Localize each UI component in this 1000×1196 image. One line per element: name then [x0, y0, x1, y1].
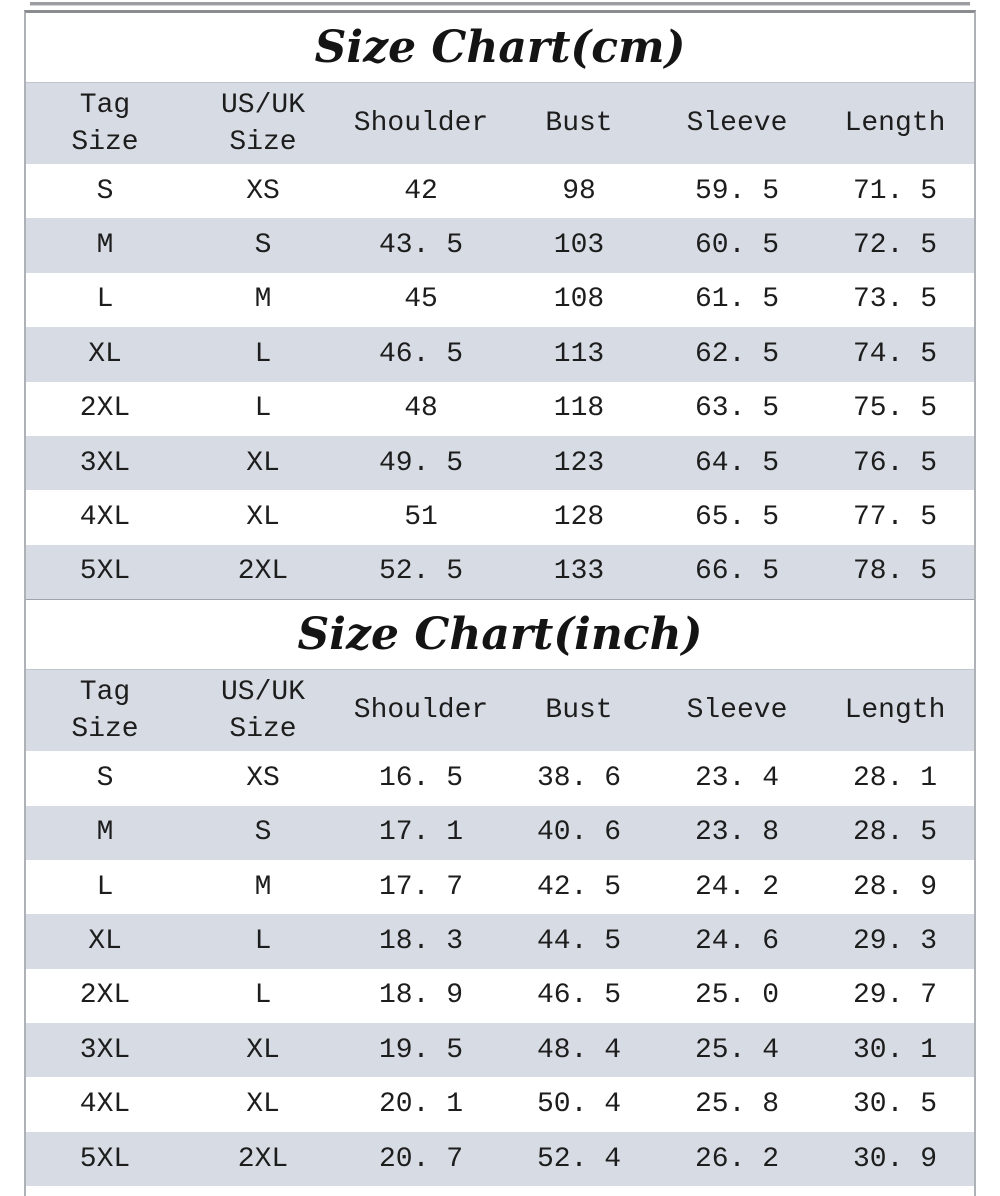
column-header-line: Bust — [545, 108, 613, 139]
column-header-line: US/UK — [220, 676, 305, 708]
column-header — [500, 670, 658, 751]
size-chart-inch-section — [26, 599, 974, 1186]
table-row — [26, 1077, 974, 1131]
table-cell: 103 — [553, 230, 605, 262]
table-cell: 118 — [553, 393, 605, 425]
table-cell: 108 — [553, 284, 605, 316]
table-cell: 25. 0 — [694, 980, 779, 1012]
table-row — [26, 490, 974, 544]
column-header-line: Tag — [79, 89, 131, 121]
table-cell: 48. 4 — [536, 1034, 621, 1066]
table-row — [26, 806, 974, 860]
table-cell: 2XL — [237, 556, 289, 588]
column-header-line: Sleeve — [686, 108, 788, 139]
column-header-line: Size — [71, 126, 139, 158]
table-cell: 46. 5 — [378, 338, 463, 370]
column-header-line: Sleeve — [686, 695, 788, 727]
table-cell: 4XL — [79, 502, 131, 534]
size-chart-cm-title: Size Chart(cm) — [26, 13, 974, 83]
table-cell: 133 — [553, 556, 605, 588]
table-cell: 73. 5 — [852, 284, 937, 316]
size-chart-inch-header — [26, 670, 974, 751]
table-cell: XS — [246, 175, 280, 207]
table-row — [26, 436, 974, 490]
table-cell: 72. 5 — [852, 230, 937, 262]
size-chart-cm-body — [26, 164, 974, 599]
table-cell: 62. 5 — [694, 338, 779, 370]
column-header — [26, 670, 184, 751]
table-cell: 24. 2 — [694, 871, 779, 903]
column-header — [658, 670, 816, 751]
table-cell: 19. 5 — [378, 1034, 463, 1066]
table-cell: 4XL — [79, 1089, 131, 1121]
table-cell: 78. 5 — [852, 556, 937, 588]
table-cell: 3XL — [79, 1034, 131, 1066]
top-border-line — [30, 2, 970, 6]
table-cell: L — [96, 871, 114, 903]
table-cell: 28. 9 — [852, 871, 937, 903]
table-cell: 76. 5 — [852, 447, 937, 479]
table-row — [26, 382, 974, 436]
table-row — [26, 751, 974, 805]
table-cell: M — [254, 284, 272, 316]
column-header — [184, 670, 342, 751]
table-cell: 2XL — [79, 393, 131, 425]
size-chart-inch-table — [26, 670, 974, 1186]
table-row — [26, 545, 974, 599]
table-cell: L — [254, 393, 272, 425]
table-cell: M — [96, 230, 114, 262]
table-cell: 20. 7 — [378, 1143, 463, 1175]
column-header — [816, 83, 974, 164]
table-row — [26, 860, 974, 914]
column-header-line: US/UK — [220, 89, 305, 121]
table-cell: 45 — [404, 284, 438, 316]
table-cell: 40. 6 — [536, 817, 621, 849]
table-cell: M — [254, 871, 272, 903]
table-cell: 64. 5 — [694, 447, 779, 479]
column-header-line: Tag — [79, 676, 131, 708]
table-row — [26, 914, 974, 968]
table-cell: S — [96, 175, 114, 207]
table-cell: 98 — [562, 175, 596, 207]
table-cell: 51 — [404, 502, 438, 534]
table-cell: 123 — [553, 447, 605, 479]
table-cell: L — [254, 925, 272, 957]
column-header-line: Size — [71, 713, 139, 745]
table-row — [26, 218, 974, 272]
column-header-line: Shoulder — [353, 695, 489, 727]
column-header — [816, 670, 974, 751]
table-cell: 74. 5 — [852, 338, 937, 370]
table-cell: 52. 5 — [378, 556, 463, 588]
table-cell: 23. 4 — [694, 762, 779, 794]
table-cell: 60. 5 — [694, 230, 779, 262]
table-cell: 42. 5 — [536, 871, 621, 903]
table-cell: 30. 1 — [852, 1034, 937, 1066]
table-cell: 5XL — [79, 556, 131, 588]
table-cell: XL — [246, 1089, 280, 1121]
table-row — [26, 969, 974, 1023]
table-cell: 29. 7 — [852, 980, 937, 1012]
table-cell: L — [96, 284, 114, 316]
table-cell: 18. 3 — [378, 925, 463, 957]
table-cell: 25. 8 — [694, 1089, 779, 1121]
table-cell: L — [254, 980, 272, 1012]
table-cell: 20. 1 — [378, 1089, 463, 1121]
table-cell: 65. 5 — [694, 502, 779, 534]
table-cell: XL — [88, 925, 122, 957]
table-cell: 26. 2 — [694, 1143, 779, 1175]
table-cell: 52. 4 — [536, 1143, 621, 1175]
table-cell: M — [96, 817, 114, 849]
column-header — [26, 83, 184, 164]
table-cell: 18. 9 — [378, 980, 463, 1012]
table-cell: XL — [246, 502, 280, 534]
table-cell: 77. 5 — [852, 502, 937, 534]
table-cell: 61. 5 — [694, 284, 779, 316]
table-cell: 5XL — [79, 1143, 131, 1175]
table-row — [26, 1023, 974, 1077]
table-cell: 2XL — [237, 1143, 289, 1175]
table-cell: 48 — [404, 393, 438, 425]
column-header — [184, 83, 342, 164]
table-cell: 17. 7 — [378, 871, 463, 903]
column-header — [342, 670, 500, 751]
table-cell: 2XL — [79, 980, 131, 1012]
size-chart-inch-body — [26, 751, 974, 1186]
column-header-line: Shoulder — [353, 108, 489, 139]
table-cell: 29. 3 — [852, 925, 937, 957]
column-header-line: Length — [844, 695, 946, 727]
table-cell: 3XL — [79, 447, 131, 479]
table-cell: 50. 4 — [536, 1089, 621, 1121]
table-cell: XL — [246, 447, 280, 479]
table-cell: 30. 5 — [852, 1089, 937, 1121]
column-header-line: Length — [844, 108, 946, 139]
table-cell: L — [254, 338, 272, 370]
size-chart-cm-table — [26, 83, 974, 599]
table-cell: 43. 5 — [378, 230, 463, 262]
column-header-line: Size — [229, 713, 297, 745]
header-row — [26, 670, 974, 751]
table-cell: 113 — [553, 338, 605, 370]
table-cell: 75. 5 — [852, 393, 937, 425]
table-cell: 71. 5 — [852, 175, 937, 207]
table-cell: 17. 1 — [378, 817, 463, 849]
header-row — [26, 83, 974, 164]
table-row — [26, 327, 974, 381]
column-header — [500, 83, 658, 164]
table-cell: 46. 5 — [536, 980, 621, 1012]
table-cell: 63. 5 — [694, 393, 779, 425]
size-chart-cm-header — [26, 83, 974, 164]
table-cell: 25. 4 — [694, 1034, 779, 1066]
table-cell: S — [254, 230, 272, 262]
table-row — [26, 164, 974, 218]
size-chart-cm-section — [26, 13, 974, 599]
table-cell: 30. 9 — [852, 1143, 937, 1175]
column-header-line: Size — [229, 126, 297, 158]
table-cell: 28. 1 — [852, 762, 937, 794]
size-chart-frame — [24, 10, 976, 1196]
column-header — [658, 83, 816, 164]
table-cell: 28. 5 — [852, 817, 937, 849]
table-cell: 24. 6 — [694, 925, 779, 957]
table-cell: XS — [246, 762, 280, 794]
table-row — [26, 1132, 974, 1186]
table-cell: 128 — [553, 502, 605, 534]
table-cell: 16. 5 — [378, 762, 463, 794]
table-cell: S — [254, 817, 272, 849]
table-cell: 23. 8 — [694, 817, 779, 849]
table-cell: 38. 6 — [536, 762, 621, 794]
table-cell: XL — [88, 338, 122, 370]
table-cell: S — [96, 762, 114, 794]
table-cell: 59. 5 — [694, 175, 779, 207]
table-cell: 44. 5 — [536, 925, 621, 957]
table-cell: 49. 5 — [378, 447, 463, 479]
table-cell: XL — [246, 1034, 280, 1066]
size-chart-inch-title: Size Chart(inch) — [26, 600, 974, 670]
column-header-line: Bust — [545, 695, 613, 727]
table-row — [26, 273, 974, 327]
table-cell: 42 — [404, 175, 438, 207]
table-cell: 66. 5 — [694, 556, 779, 588]
column-header — [342, 83, 500, 164]
